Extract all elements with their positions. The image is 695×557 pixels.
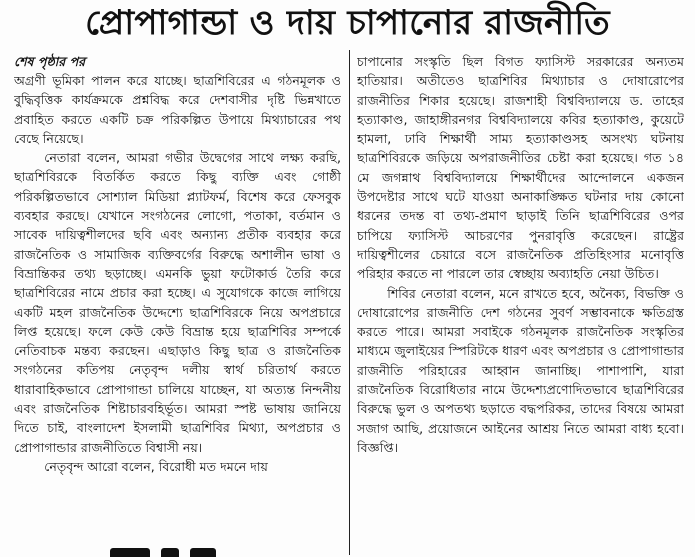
left-paragraph-3: নেতৃবৃন্দ আরো বলেন, বিরোধী মত দমনে দায় bbox=[44, 458, 268, 474]
headline: প্রোপাগান্ডা ও দায় চাপানোর রাজনীতি bbox=[85, 3, 610, 43]
left-paragraph-2: নেতারা বলেন, আমরা গভীর উদ্বেগের সাথে লক্ষ্য করছি, ছাত্রশিবিরকে বিতর্কিত করতে কিছু ব্যক্তি এবং গোষ্ঠী পরিকল্পিতভাবে সোশ্যাল মিডিয়া প্ল্যাটফর্ম, বিশেষ করে ফেসবুক ব্যবহার করছে। যেখানে সংগঠনের লোগো, পতাকা, বর্তমান ও সাবেক দায়িত্বশীলদের ছবি এবং অন্যান্য প্রতীক ব্যবহার করে রাজনৈতিক ও সামাজিক ব্যক্তিবর্গের বিরুদ্ধে অশালীন ভাষা ও বিভ্রান্তিকর তথ্য ছড়াচ্ছে। এমনকি ভুয়া ফটোকার্ড তৈরি করে ছাত্রশিবিরের নামে প্রচার করা হচ্ছে। এ সুযোগকে কাজে লাগিয়ে একটি মহল রাজনৈতিক উদ্দেশ্যে ছাত্রশিবিরকে নিয়ে অপপ্রচারে লিপ্ত হয়েছে। ফলে কেউ কেউ বিভ্রান্ত হয়ে ছাত্রশিবির সম্পর্কে নেতিবাচক মন্তব্য করছেন। এছাড়াও কিছু ছাত্র ও রাজনৈতিক সংগঠনের কতিপয় নেতৃবৃন্দ দলীয় স্বার্থ চরিতার্থ করতে ধারাবাহিকভাবে প্রোপাগান্ডা চালিয়ে যাচ্ছেন, যা অত্যন্ত নিন্দনীয় এবং রাজনৈতিক শিষ্টাচারবহির্ভূত। আমরা স্পষ্ট ভাষায় জানিয়ে দিতে চাই, বাংলাদেশ ইসলামী ছাত্রশিবির মিথ্যা, অপপ্রচার ও প্রোপাগান্ডার রাজনীতিতে বিশ্বাসী নয়। bbox=[14, 150, 341, 455]
left-column bbox=[14, 52, 341, 557]
continued-from-label: শেষ পৃষ্ঠার পর bbox=[14, 54, 86, 69]
left-paragraph-1: অগ্রণী ভূমিকা পালন করে যাচ্ছে। ছাত্রশিবিরের এ গঠনমূলক ও বুদ্ধিবৃত্তিক কার্যক্রমকে প্রশ্নবিদ্ধ করে দেশবাসীর দৃষ্টি ভিন্নখাতে প্রবাহিত করতে একটি চক্র পরিকল্পিত উপায়ে মিথ্যাচারের পথ বেছে নিয়েছে। bbox=[14, 73, 341, 146]
right-paragraph-1: চাপানোর সংস্কৃতি ছিল বিগত ফ্যাসিস্ট সরকারের অন্যতম হাতিয়ার। অতীতেও ছাত্রশিবির মিথ্যাচার ও দোষারোপের রাজনীতির শিকার হয়েছে। রাজশাহী বিশ্ববিদ্যালয়ে ড. তাহের হত্যাকাণ্ড, জাহাঙ্গীরনগর বিশ্ববিদ্যালয়ে কবির হত্যাকাণ্ড, কুয়েটে হামলা, ঢাবি শিক্ষার্থী সাম্য হত্যাকাণ্ডসহ অসংখ্য ঘটনায় ছাত্রশিবিরকে জড়িয়ে অপরাজনীতির চেষ্টা করা হয়েছে। গত ১৪ মে জগন্নাথ বিশ্ববিদ্যালয়ে শিক্ষার্থীদের আন্দোলনে একজন উপদেষ্টার সাথে ঘটে যাওয়া অনাকাঙ্ক্ষিত ঘটনার দায় কোনো ধরনের তদন্ত বা তথ্য-প্রমাণ ছাড়াই তিনি ছাত্রশিবিরের ওপর চাপিয়ে ফ্যাসিস্ট আচরণের পুনরাবৃত্তি করেছেন। রাষ্ট্রের দায়িত্বশীলের চেয়ারে বসে রাজনৈতিক প্রতিহিংসার মনোবৃত্তি পরিহার করতে না পারলে তার স্বেচ্ছায় অব্যাহতি নেয়া উচিত। bbox=[357, 54, 684, 282]
right-column bbox=[357, 52, 684, 557]
cropped-glyph bbox=[161, 548, 179, 557]
right-paragraph-2: শিবির নেতারা বলেন, মনে রাখতে হবে, অনৈক্য, বিভক্তি ও দোষারোপের রাজনীতি দেশ গঠনের সুবর্ণ সম্ভাবনাকে ক্ষতিগ্রস্ত করতে পারে। আমরা সবাইকে গঠনমূলক রাজনৈতিক সংস্কৃতির মাধ্যমে জুলাইয়ের স্পিরিটকে ধারণ এবং অপপ্রচার ও প্রোপাগান্ডার রাজনীতি পরিহারের আহ্বান জানাচ্ছি। পাশাপাশি, যারা রাজনৈতিক বিরোধিতার নামে উদ্দেশ্যপ্রণোদিতভাবে ছাত্রশিবিরের বিরুদ্ধে ভুল ও অপতথ্য ছড়াতে বদ্ধপরিকর, তাদের বিষয়ে আমরা সজাগ আছি, প্রয়োজনে আইনের আশ্রয় নিতে আমরা বাধ্য হবো। বিজ্ঞপ্তি। bbox=[357, 285, 684, 455]
cropped-glyph bbox=[190, 548, 216, 557]
cropped-glyph bbox=[110, 548, 150, 557]
cropped-next-headline bbox=[110, 547, 510, 557]
column-divider bbox=[349, 50, 350, 555]
